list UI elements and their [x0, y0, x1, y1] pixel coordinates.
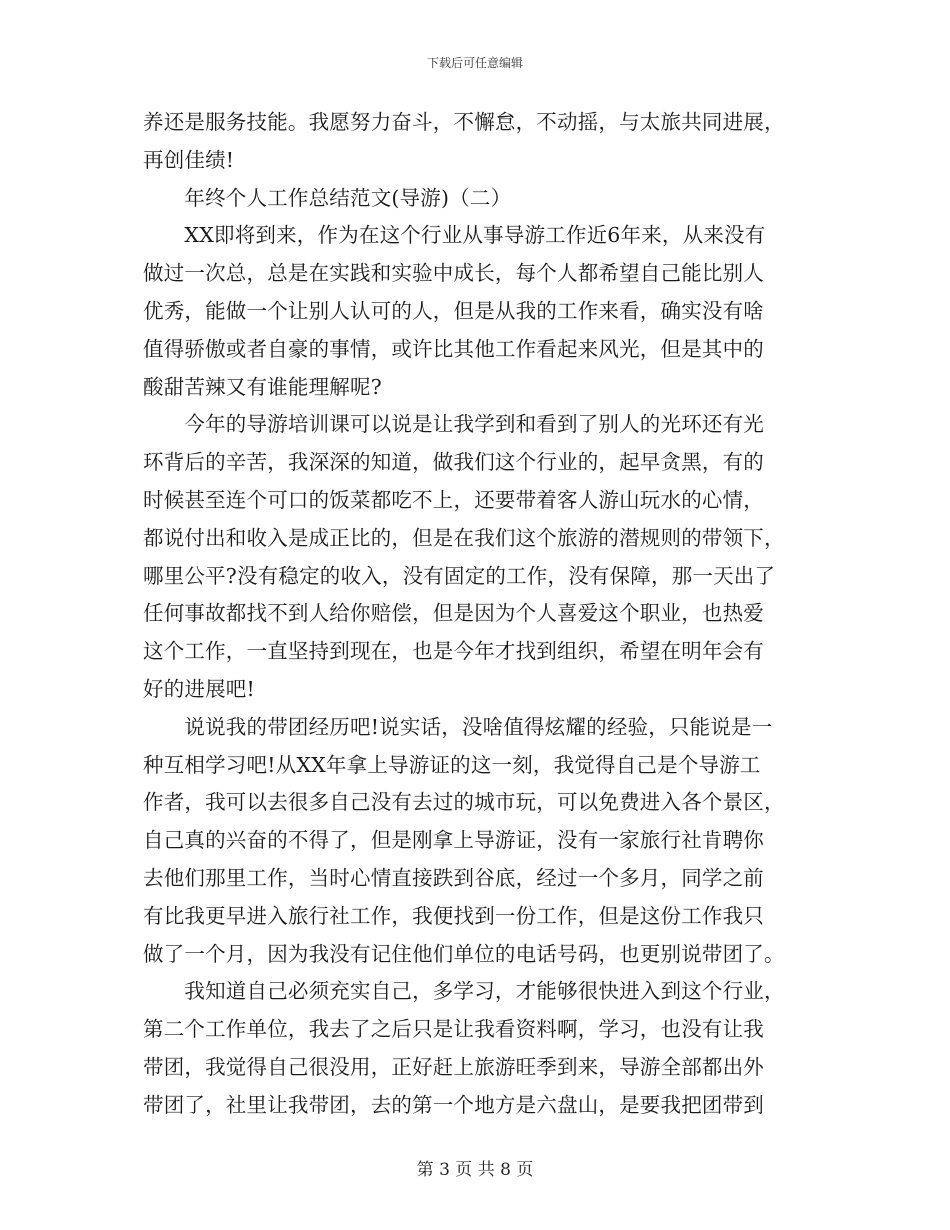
text-line: 哪里公平?没有稳定的收入，没有固定的工作，没有保障，那一天出了 — [143, 563, 776, 588]
text-line: 第二个工作单位，我去了之后只是让我看资料啊，学习，也没有让我 — [143, 1017, 764, 1042]
text-line: 酸甜苦辣又有谁能理解呢? — [143, 374, 382, 399]
text-line: 做了一个月，因为我没有记住他们单位的电话号码，也更别说带团了。 — [143, 941, 785, 966]
text-line: 环背后的辛苦，我深深的知道，做我们这个行业的，起早贪黑，有的 — [143, 450, 764, 475]
text-line: 今年的导游培训课可以说是让我学到和看到了别人的光环还有光 — [143, 412, 764, 437]
text-line: 我知道自己必须充实自己，多学习，才能够很快进入到这个行业， — [143, 979, 785, 1004]
text-line: 带团，我觉得自己很没用，正好赶上旅游旺季到来，导游全部都出外 — [143, 1054, 764, 1079]
text-line: 任何事故都找不到人给你赔偿，但是因为个人喜爱这个职业，也热爱 — [143, 601, 764, 626]
text-line: 这个工作，一直坚持到现在，也是今年才找到组织，希望在明年会有 — [143, 639, 764, 664]
text-line: XX即将到来，作为在这个行业从事导游工作近6年来，从来没有 — [143, 223, 766, 248]
text-line: 有比我更早进入旅行社工作，我便找到一份工作，但是这份工作我只 — [143, 903, 764, 928]
text-line: 带团了，社里让我带团，去的第一个地方是六盘山，是要我把团带到 — [143, 1092, 764, 1117]
text-line: 再创佳绩! — [143, 147, 235, 172]
text-line: 做过一次总，总是在实践和实验中成长，每个人都希望自己能比别人 — [143, 261, 764, 286]
text-line: 都说付出和收入是成正比的，但是在我们这个旅游的潜规则的带领下， — [143, 525, 785, 550]
page-header: 下载后可任意编辑 — [426, 56, 523, 70]
text-line: 时候甚至连个可口的饭菜都吃不上，还要带着客人游山玩水的心情， — [143, 487, 764, 512]
page-number: 第 3 页 共 8 页 — [416, 1160, 534, 1180]
text-line: 优秀，能做一个让别人认可的人，但是从我的工作来看，确实没有啥 — [143, 298, 764, 323]
text-line: 自己真的兴奋的不得了，但是刚拿上导游证，没有一家旅行社肯聘你 — [143, 828, 764, 853]
text-line: 说说我的带团经历吧!说实话，没啥值得炫耀的经验，只能说是一 — [143, 714, 773, 739]
text-line: 值得骄傲或者自豪的事情，或许比其他工作看起来风光，但是其中的 — [143, 336, 764, 361]
text-line: 去他们那里工作，当时心情直接跌到谷底，经过一个多月，同学之前 — [143, 865, 764, 890]
text-line: 养还是服务技能。我愿努力奋斗，不懈怠，不动摇，与太旅共同进展， — [143, 110, 785, 134]
document-body — [143, 104, 808, 1125]
section-heading: 年终个人工作总结范文(导游)（二） — [143, 185, 512, 210]
text-line: 种互相学习吧!从XX年拿上导游证的这一刻，我觉得自己是个导游工 — [143, 752, 761, 777]
text-line: 作者，我可以去很多自己没有去过的城市玩，可以免费进入各个景区， — [143, 790, 785, 815]
text-line: 好的进展吧! — [143, 676, 255, 701]
